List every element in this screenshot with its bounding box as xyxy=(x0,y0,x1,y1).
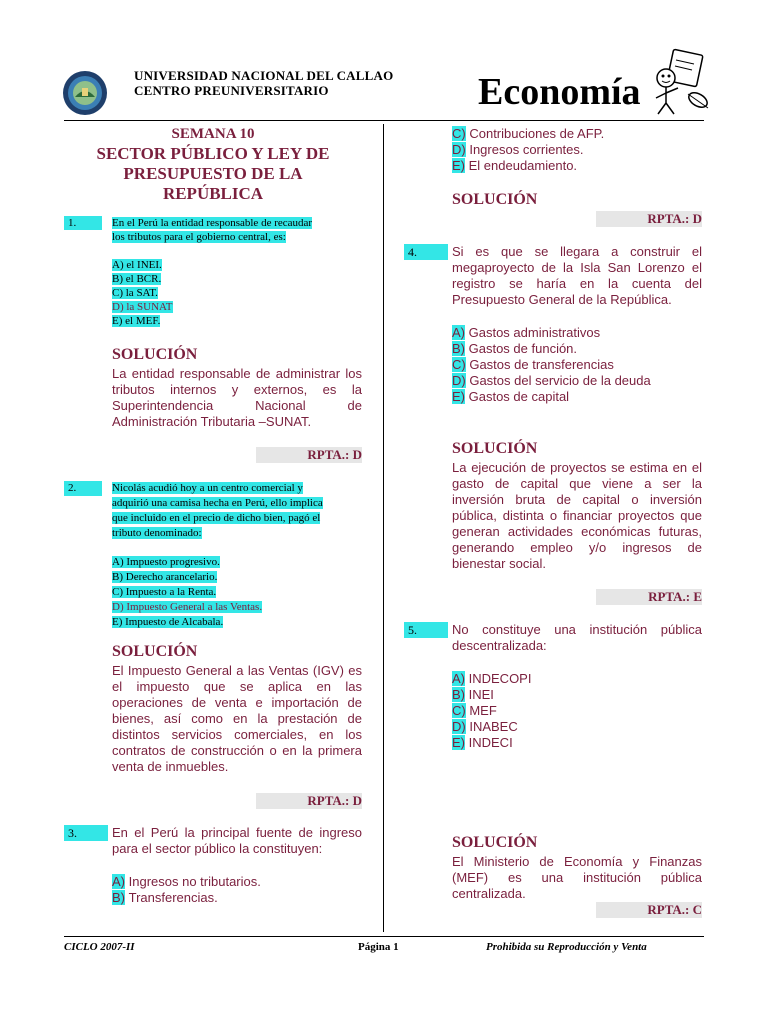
question-number: 5. xyxy=(404,622,448,638)
option-e: E) El endeudamiento. xyxy=(452,158,578,173)
answer-label: RPTA.: C xyxy=(596,902,702,918)
question-3-continued xyxy=(452,126,604,174)
footer-cycle: CICLO 2007-II xyxy=(64,941,135,953)
solution-text: La entidad responsable de administrar los tributos internos y externos, es la Superintendencia Nacional de Administración Tributaria –SUNAT. xyxy=(112,366,362,429)
option-d: D) Gastos del servicio de la deuda xyxy=(452,373,651,388)
subject-title: Economía xyxy=(478,71,641,113)
option-d: D) la SUNAT xyxy=(112,301,173,313)
answer-label: RPTA.: D xyxy=(256,793,362,809)
solution-text: El Impuesto General a las Ventas (IGV) es el impuesto que se aplica en las operaciones de venta e importación de bienes, así como en la prestación de distintos servicios comerciales, en los contratos de construcción o en la primera venta de inmuebles. xyxy=(112,663,362,774)
question-number: 2. xyxy=(64,481,102,496)
week-label: SEMANA 10 xyxy=(171,126,255,142)
solution-heading: SOLUCIÓN xyxy=(452,834,538,851)
option-b: B) Gastos de función. xyxy=(452,341,578,356)
answer-label: RPTA.: D xyxy=(256,447,362,463)
question-text: En el Perú la principal fuente de ingreso para el sector público la constituyen: xyxy=(112,825,362,856)
option-b: B) Transferencias. xyxy=(112,890,218,905)
question-number: 1. xyxy=(64,216,102,230)
question-number: 4. xyxy=(404,244,448,260)
footer-rule xyxy=(64,936,704,937)
university-seal xyxy=(62,70,108,116)
option-b: B) INEI xyxy=(452,687,494,702)
solution-heading: SOLUCIÓN xyxy=(112,346,198,363)
option-e: E) Impuesto de Alcabala. xyxy=(112,616,224,628)
option-e: E) INDECI xyxy=(452,735,513,750)
center-name: CENTRO PREUNIVERSITARIO xyxy=(134,83,329,98)
option-c: C) Impuesto a la Renta. xyxy=(112,586,217,598)
page-title xyxy=(64,144,362,204)
question-text: adquirió una camisa hecha en Perú, ello implica xyxy=(112,497,323,509)
question-text: tributo denominado: xyxy=(112,527,202,539)
question-4 xyxy=(404,244,702,405)
question-text: los tributos para el gobierno central, es: xyxy=(112,231,286,243)
page-title-line: REPÚBLICA xyxy=(162,184,264,203)
option-b: B) el BCR. xyxy=(112,273,162,285)
header-rule xyxy=(64,120,704,121)
option-a: A) INDECOPI xyxy=(452,671,532,686)
question-2 xyxy=(64,481,362,630)
page-title-line: PRESUPUESTO DE LA xyxy=(123,164,303,183)
question-text: Si es que se llegara a construir el megaproyecto de la Isla San Lorenzo el registro se haría en la cuenta del Presupuesto General de la República. xyxy=(452,244,702,307)
option-e: E) Gastos de capital xyxy=(452,389,570,404)
question-text: En el Perú la entidad responsable de recaudar xyxy=(112,217,313,229)
option-e: E) el MEF. xyxy=(112,315,161,327)
footer-page: Página 1 xyxy=(358,941,399,953)
solution-heading: SOLUCIÓN xyxy=(452,191,538,208)
university-name: UNIVERSIDAD NACIONAL DEL CALLAO xyxy=(134,68,394,83)
question-text: Nicolás acudió hoy a un centro comercial y xyxy=(112,482,303,494)
option-c: C) Contribuciones de AFP. xyxy=(452,126,605,141)
footer-notice: Prohibida su Reproducción y Venta xyxy=(486,941,647,953)
question-3 xyxy=(64,825,362,906)
question-5 xyxy=(404,622,702,751)
page-title-line: SECTOR PÚBLICO Y LEY DE xyxy=(96,144,330,163)
solution-heading: SOLUCIÓN xyxy=(452,440,538,457)
option-a: A) Impuesto progresivo. xyxy=(112,556,220,568)
mascot-illustration xyxy=(648,48,714,118)
column-divider xyxy=(383,124,384,932)
option-d: D) Ingresos corrientes. xyxy=(452,142,584,157)
solution-text: La ejecución de proyectos se estima en el gasto de capital que viene a ser la inversión bruta de capital o inversión pública, distinta o financiar proyectos que generan actividades económicas futuras, generando empleo y/o ingresos de bienestar social. xyxy=(452,460,702,571)
question-number: 3. xyxy=(64,825,108,841)
question-1 xyxy=(64,216,362,328)
option-c: C) MEF xyxy=(452,703,497,718)
solution-text: El Ministerio de Economía y Finanzas (MEF) es una institución pública centralizada. xyxy=(452,854,702,901)
answer-label: RPTA.: D xyxy=(596,211,702,227)
option-b: B) Derecho arancelario. xyxy=(112,571,218,583)
solution-heading: SOLUCIÓN xyxy=(112,643,198,660)
option-d: D) INABEC xyxy=(452,719,518,734)
answer-label: RPTA.: E xyxy=(596,589,702,605)
option-c: C) la SAT. xyxy=(112,287,158,299)
option-a: A) el INEI. xyxy=(112,259,162,271)
option-d: D) Impuesto General a las Ventas. xyxy=(112,601,263,613)
option-c: C) Gastos de transferencias xyxy=(452,357,614,372)
question-text: No constituye una institución pública descentralizada: xyxy=(452,622,702,653)
option-a: A) Ingresos no tributarios. xyxy=(112,874,261,889)
option-a: A) Gastos administrativos xyxy=(452,325,601,340)
question-text: que incluido en el precio de dicho bien, pagó el xyxy=(112,512,321,524)
